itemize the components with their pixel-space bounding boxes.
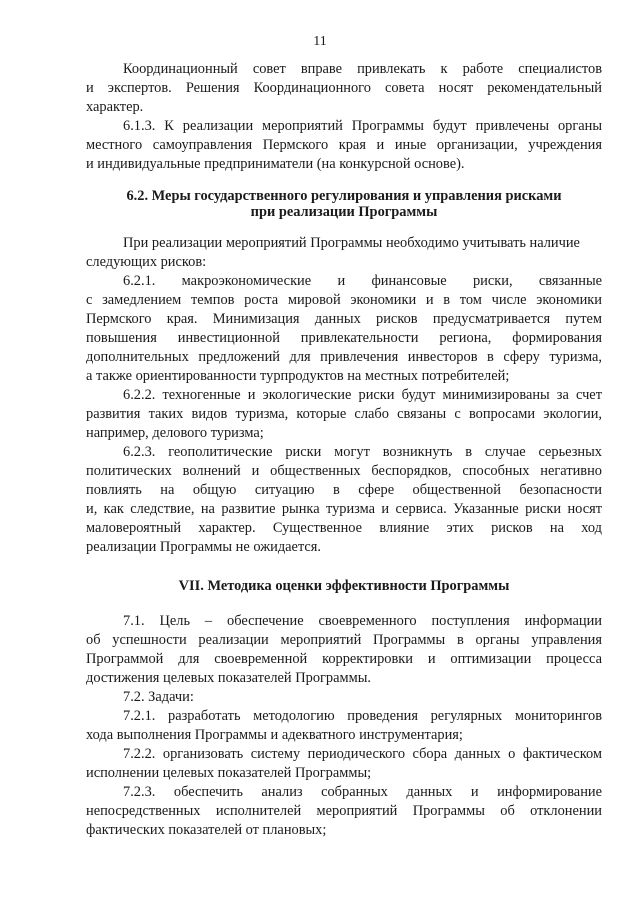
text-line: об успешности реализации мероприятий Программы в органы управления — [86, 632, 602, 648]
text-line: непосредственных исполнителей мероприятий Программы об отклонении — [86, 803, 602, 819]
text-line: характер. — [86, 99, 144, 115]
heading-line: при реализации Программы — [250, 204, 438, 220]
text-line: 6.2.2. техногенные и экологические риски будут минимизированы за счет — [123, 387, 602, 403]
text-line: и индивидуальные предприниматели (на конкурсной основе). — [86, 156, 465, 172]
text-line: 6.2.3. геополитические риски могут возникнуть в случае серьезных — [123, 444, 602, 460]
section-heading-6-2 — [86, 188, 602, 220]
text-line: политических волнений и общественных беспорядков, способных негативно — [86, 463, 602, 479]
text-line: и экспертов. Решения Координационного совета носят рекомендательный — [86, 80, 602, 96]
text-line: а также ориентированности турпродуктов на местных потребителей; — [86, 368, 510, 384]
text-line: маловероятный характер. Существенное влияние этих рисков на ход — [86, 520, 602, 536]
text-line: 6.2.1. макроэкономические и финансовые риски, связанные — [123, 273, 602, 289]
text-line: Пермского края. Минимизация данных рисков предусматривается путем — [86, 311, 602, 327]
text-line: следующих рисков: — [86, 254, 207, 270]
page-number: 11 — [313, 34, 327, 49]
text-line: и, как следствие, на развитие рынка туризма и сервиса. Указанные риски носят — [86, 501, 602, 517]
text-line: 7.1. Цель – обеспечение своевременного поступления информации — [123, 613, 602, 629]
text-line: 7.2.2. организовать систему периодического сбора данных о фактическом — [123, 746, 602, 762]
paragraph-methodology — [86, 612, 602, 840]
text-line: дополнительных предложений для привлечения инвесторов в сферу туризма, — [86, 349, 602, 365]
text-line: достижения целевых показателей Программы. — [86, 670, 371, 686]
text-line: развития таких видов туризма, которые слабо связаны с вопросами экологии, — [86, 406, 602, 422]
heading-line: 6.2. Меры государственного регулирования и управления рисками — [126, 188, 562, 204]
text-line: 7.2.3. обеспечить анализ собранных данных и информирование — [123, 784, 602, 800]
text-line: 7.2. Задачи: — [123, 689, 194, 705]
paragraph-council — [86, 60, 602, 174]
text-line: Программой для своевременной корректировки и оптимизации процесса — [86, 651, 602, 667]
text-line: местного самоуправления Пермского края и иные организации, учреждения — [86, 137, 602, 153]
section-heading-7 — [86, 578, 602, 594]
text-line: 6.1.3. К реализации мероприятий Программы будут привлечены органы — [123, 118, 602, 134]
text-line: реализации Программы не ожидается. — [86, 539, 322, 555]
text-line: повлиять на общую ситуацию в сфере общественной безопасности — [86, 482, 602, 498]
text-line: например, делового туризма; — [86, 425, 264, 441]
text-line: исполнении целевых показателей Программы; — [86, 765, 372, 781]
text-line: 7.2.1. разработать методологию проведения регулярных мониторингов — [123, 708, 602, 724]
paragraph-risks — [86, 234, 602, 557]
heading-line: VII. Методика оценки эффективности Программы — [178, 578, 510, 594]
text-line: повышения инвестиционной привлекательности региона, формирования — [86, 330, 602, 346]
text-line: хода выполнения Программы и адекватного инструментария; — [86, 727, 463, 743]
text-line: фактических показателей от плановых; — [86, 822, 327, 838]
text-line: При реализации мероприятий Программы необходимо учитывать наличие — [123, 235, 580, 251]
text-line: Координационный совет вправе привлекать к работе специалистов — [123, 61, 602, 77]
text-line: с замедлением темпов роста мировой экономики и в том числе экономики — [86, 292, 602, 308]
